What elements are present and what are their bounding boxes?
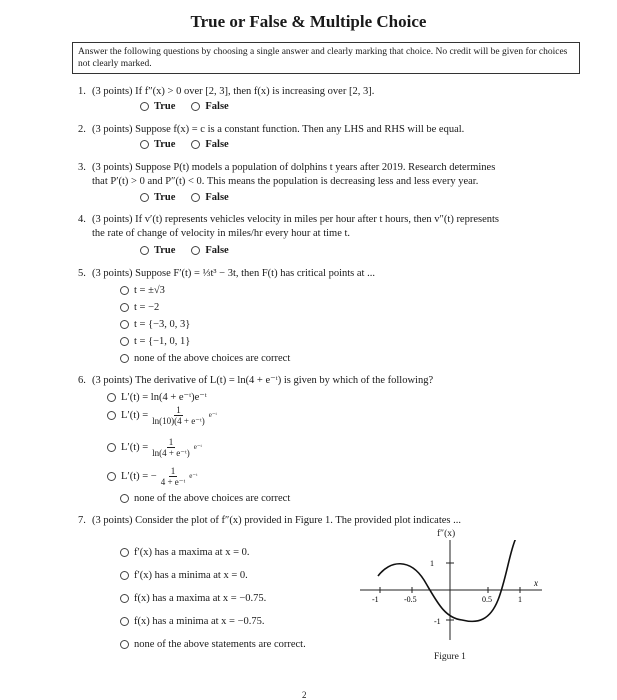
figure-1-plot: [360, 540, 545, 645]
question-5: 5. (3 points) Suppose F′(t) = ⅓t³ − 3t, then F(t) has critical points at ...: [78, 268, 375, 279]
question-3-choices: [140, 192, 245, 203]
q6-option[interactable]: L′(t) = ln(4 + e⁻ᵗ)e⁻ᵗ: [107, 391, 207, 404]
question-7: 7. (3 points) Consider the plot of f″(x) provided in Figure 1. The provided plot indicates ...: [78, 515, 461, 526]
q5-option[interactable]: none of the above choices are correct: [120, 352, 290, 365]
figure-title: f″(x): [437, 529, 456, 539]
fraction: $\frac{1}{\text{ln(10)(4 + e⁻ᵗ)}}$: [152, 405, 205, 426]
radio-button[interactable]: [120, 354, 129, 363]
figure-caption: Figure 1: [434, 652, 466, 662]
q1-false-option[interactable]: False: [191, 101, 228, 112]
radio-button[interactable]: [140, 102, 149, 111]
radio-button[interactable]: [120, 286, 129, 295]
q2-false-option[interactable]: False: [191, 139, 228, 150]
question-6: 6. (3 points) The derivative of L(t) = ln(4 + e⁻ᵗ) is given by which of the following?: [78, 375, 434, 386]
radio-button[interactable]: [120, 594, 129, 603]
radio-button[interactable]: [140, 193, 149, 202]
radio-button[interactable]: [107, 443, 116, 452]
radio-button[interactable]: [140, 140, 149, 149]
x-tick-label: -1: [372, 595, 379, 604]
radio-button[interactable]: [191, 246, 200, 255]
q7-option[interactable]: f′(x) has a maxima at x = 0.: [120, 546, 250, 559]
q4-false-option[interactable]: False: [191, 245, 228, 256]
y-tick-label: 1: [430, 559, 434, 568]
q5-option[interactable]: t = {−1, 0, 1}: [120, 335, 190, 348]
q5-option[interactable]: t = −2: [120, 301, 159, 314]
x-tick-label: -0.5: [404, 595, 417, 604]
fraction: $\frac{1}{\text{ln(4 + e⁻ᵗ)}}$: [152, 437, 190, 458]
q6-option[interactable]: none of the above choices are correct: [120, 492, 290, 505]
x-tick-label: 1: [518, 595, 522, 604]
q7-option[interactable]: f(x) has a minima at x = −0.75.: [120, 615, 265, 628]
radio-button[interactable]: [120, 548, 129, 557]
radio-button[interactable]: [191, 140, 200, 149]
question-3: 3. (3 points) Suppose P(t) models a population of dolphins t years after 2019. Research determines: [78, 162, 496, 173]
radio-button[interactable]: [120, 640, 129, 649]
question-4-line2: the rate of change of velocity in miles/hr every hour at time t.: [92, 228, 351, 239]
question-4-choices: [140, 245, 245, 256]
page-title: True or False & Multiple Choice: [190, 12, 427, 31]
q5-option[interactable]: t = ±√3: [120, 284, 165, 297]
q4-true-option[interactable]: True: [140, 245, 175, 256]
radio-button[interactable]: [191, 193, 200, 202]
q7-option[interactable]: f(x) has a maxima at x = −0.75.: [120, 592, 266, 605]
radio-button[interactable]: [120, 571, 129, 580]
y-tick-label: -1: [434, 617, 441, 626]
q7-option[interactable]: none of the above statements are correct.: [120, 638, 306, 651]
fraction: $\frac{1}{\text{4 + e⁻ᵗ}}$: [160, 466, 186, 487]
question-3-line2: that P′(t) > 0 and P″(t) < 0. This means the population is decreasing less and less every year.: [92, 176, 479, 187]
q5-option[interactable]: t = {−3, 0, 3}: [120, 318, 190, 331]
radio-button[interactable]: [107, 393, 116, 402]
q2-true-option[interactable]: True: [140, 139, 175, 150]
question-2-choices: [140, 139, 245, 150]
x-axis-label: x: [534, 578, 538, 588]
radio-button[interactable]: [120, 303, 129, 312]
question-1: 1. (3 points) If f″(x) > 0 over [2, 3], then f(x) is increasing over [2, 3].: [78, 86, 375, 97]
q3-false-option[interactable]: False: [191, 192, 228, 203]
radio-button[interactable]: [120, 320, 129, 329]
q1-true-option[interactable]: True: [140, 101, 175, 112]
q6-option[interactable]: L′(t) = $\frac{1}{\text{ln(10)(4 + e⁻ᵗ)}}$ e⁻ᵗ: [107, 405, 217, 426]
radio-button[interactable]: [120, 494, 129, 503]
q6-option[interactable]: L′(t) = − $\frac{1}{\text{4 + e⁻ᵗ}}$ e⁻ᵗ: [107, 466, 197, 487]
radio-button[interactable]: [120, 337, 129, 346]
x-tick-label: 0.5: [482, 595, 492, 604]
question-4: 4. (3 points) If v′(t) represents vehicles velocity in miles per hour after t hours, then v″(t) represents: [78, 214, 500, 225]
q3-true-option[interactable]: True: [140, 192, 175, 203]
instructions-box: Answer the following questions by choosing a single answer and clearly marking that choice. No credit will be given for choices not clearly marked.: [72, 42, 580, 74]
f-double-prime-curve: [378, 540, 516, 621]
q6-option[interactable]: L′(t) = $\frac{1}{\text{ln(4 + e⁻ᵗ)}}$ e⁻ᵗ: [107, 437, 202, 458]
radio-button[interactable]: [191, 102, 200, 111]
page-number: 2: [302, 690, 307, 700]
radio-button[interactable]: [107, 472, 116, 481]
radio-button[interactable]: [140, 246, 149, 255]
q7-option[interactable]: f′(x) has a minima at x = 0.: [120, 569, 248, 582]
radio-button[interactable]: [107, 411, 116, 420]
question-2: 2. (3 points) Suppose f(x) = c is a constant function. Then any LHS and RHS will be equal.: [78, 124, 465, 135]
radio-button[interactable]: [120, 617, 129, 626]
question-1-choices: [140, 101, 245, 112]
